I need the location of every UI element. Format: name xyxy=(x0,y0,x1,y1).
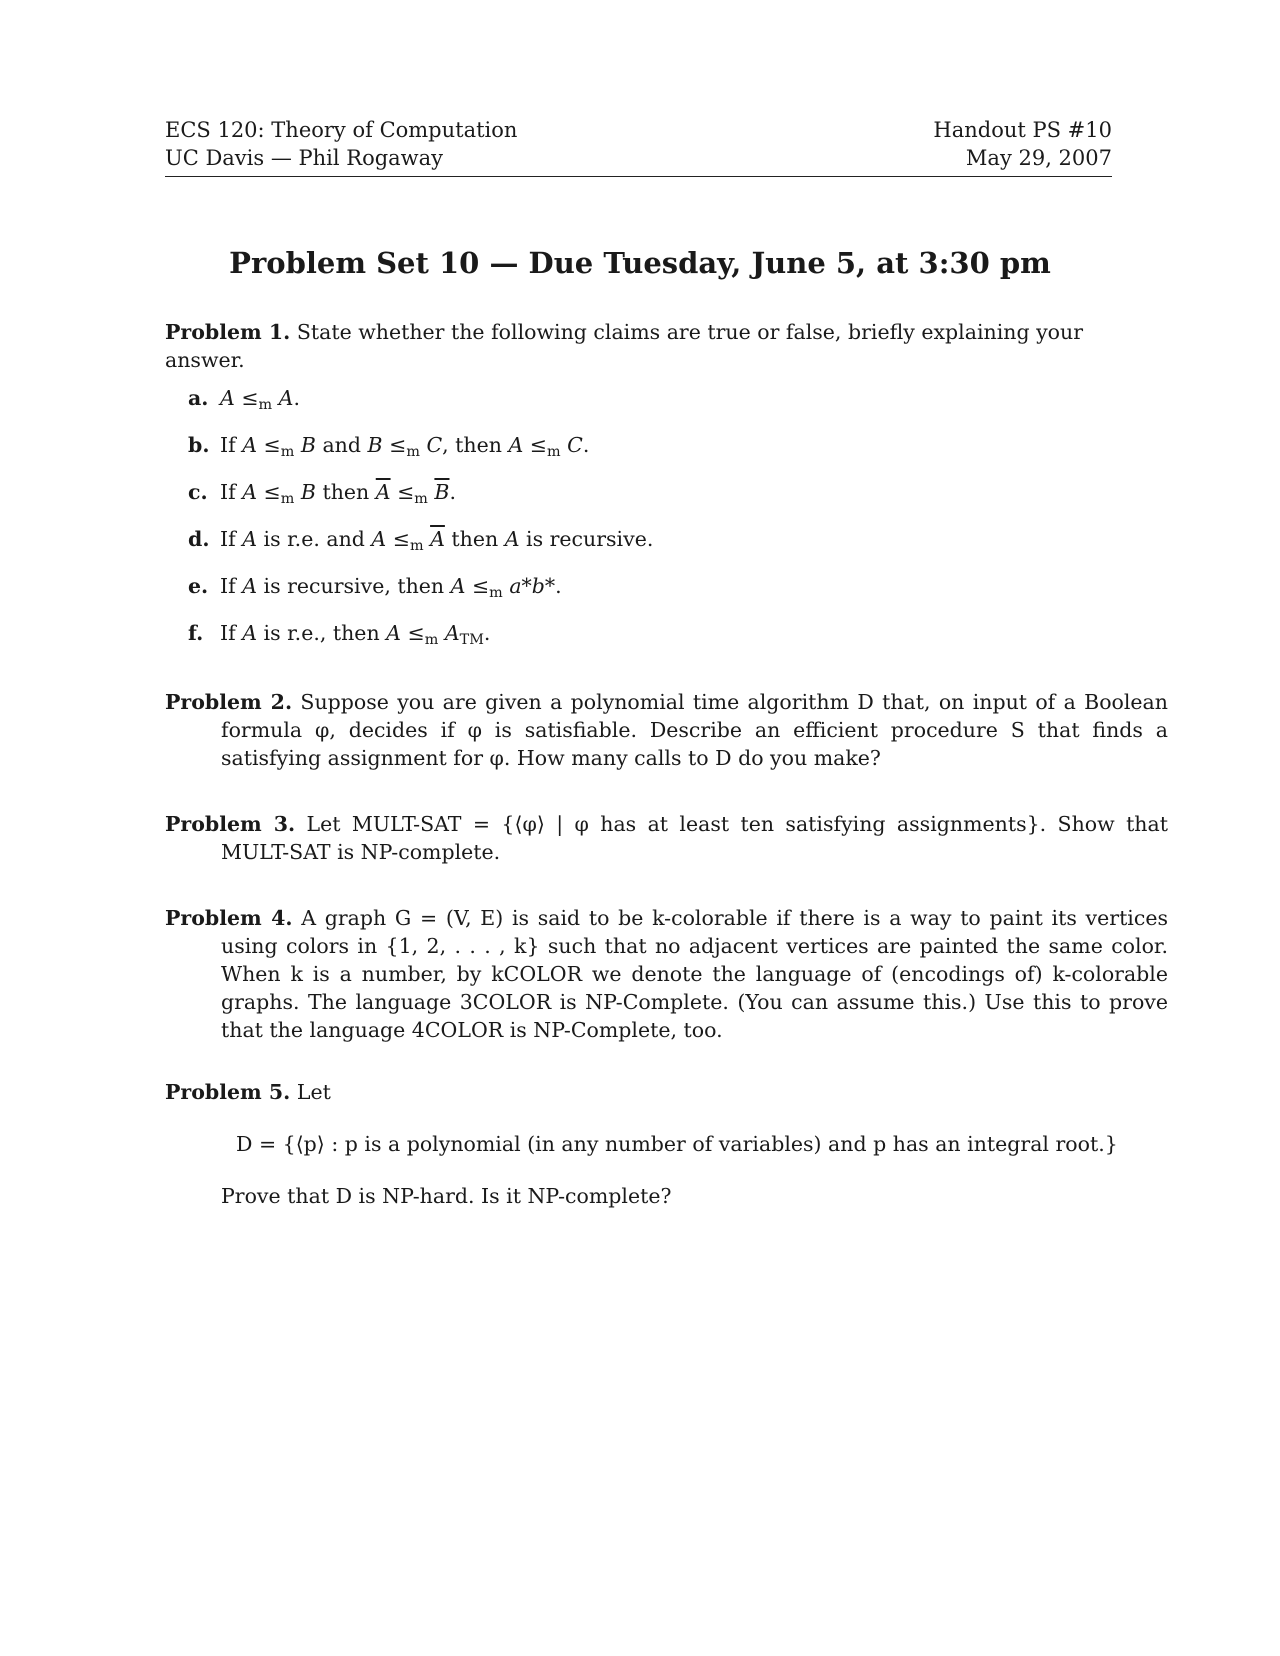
problem-4 xyxy=(165,904,1168,1044)
claim-b: b. If $A \le_m$ B and $B \le_m$ C, then $A \le_m$ C. xyxy=(188,433,590,460)
problem-5-definition: D = {⟨p⟩ : p is a polynomial (in any number of variables) and p has an integral root.} xyxy=(236,1132,1118,1156)
problem-2-text: Suppose you are given a polynomial time algorithm D that, on input of a Boolean formula φ, decides if φ is satisfiable. Describe an efficient procedure S that finds a satisfying assignment for φ. How many calls to D do you make? xyxy=(221,690,1168,770)
problem-2-label: Problem 2. xyxy=(165,690,293,714)
course-instructor: UC Davis — Phil Rogaway xyxy=(165,146,444,170)
claim-f: f. If A is r.e., then $A \le_m$ $A_{TM}$. xyxy=(188,621,491,648)
claim-d-label: d. xyxy=(188,527,210,551)
problem-3-text: Let MULT-SAT = {⟨φ⟩ | φ has at least ten satisfying assignments}. Show that MULT-SAT is NP-complete. xyxy=(221,812,1168,864)
claim-c-label: c. xyxy=(188,480,208,504)
problem-1-text: State whether the following claims are true or false, briefly explaining your answer. xyxy=(165,320,1084,372)
problem-1-label: Problem 1. xyxy=(165,320,291,344)
handout-date: May 29, 2007 xyxy=(965,146,1112,170)
claim-a: a. $A \le_m$ A. xyxy=(188,386,300,413)
claim-e-label: e. xyxy=(188,574,209,598)
problem-2 xyxy=(165,688,1168,772)
course-title: ECS 120: Theory of Computation xyxy=(165,118,518,142)
claim-f-label: f. xyxy=(188,621,204,645)
problem-4-text: A graph G = (V, E) is said to be k-colorable if there is a way to paint its vertices using colors in {1, 2, . . . , k} such that no adjacent vertices are painted the same color. When k is a number, by kCOLOR we denote the language of (encodings of) k-colorable graphs. The language 3COLOR is NP-Complete. (You can assume this.) Use this to prove that the language 4COLOR is NP-Complete, too. xyxy=(221,906,1168,1042)
page-title: Problem Set 10 — Due Tuesday, June 5, at 3:30 pm xyxy=(229,246,1051,280)
claim-d: d. If A is r.e. and $A \le_m$ $\overline{A}$ then A is recursive. xyxy=(188,527,654,554)
handout-number: Handout PS #10 xyxy=(933,118,1112,142)
claim-e: e. If A is recursive, then $A \le_m$ a*b*. xyxy=(188,574,562,601)
problem-3 xyxy=(165,810,1168,866)
problem-5-intro: Let xyxy=(296,1080,331,1104)
claim-c: c. If $A \le_m$ B then $\overline{A} \le_m$ $\overline{B}$. xyxy=(188,480,457,507)
problem-4-label: Problem 4. xyxy=(165,906,293,930)
header-rule xyxy=(165,176,1112,177)
problem-5-question: Prove that D is NP-hard. Is it NP-complete? xyxy=(221,1184,672,1208)
claim-b-label: b. xyxy=(188,433,210,457)
problem-5-label: Problem 5. xyxy=(165,1080,291,1104)
claim-a-label: a. xyxy=(188,386,209,410)
problem-3-label: Problem 3. xyxy=(165,812,296,836)
problem-5 xyxy=(165,1078,1112,1106)
problem-1 xyxy=(165,318,1112,374)
